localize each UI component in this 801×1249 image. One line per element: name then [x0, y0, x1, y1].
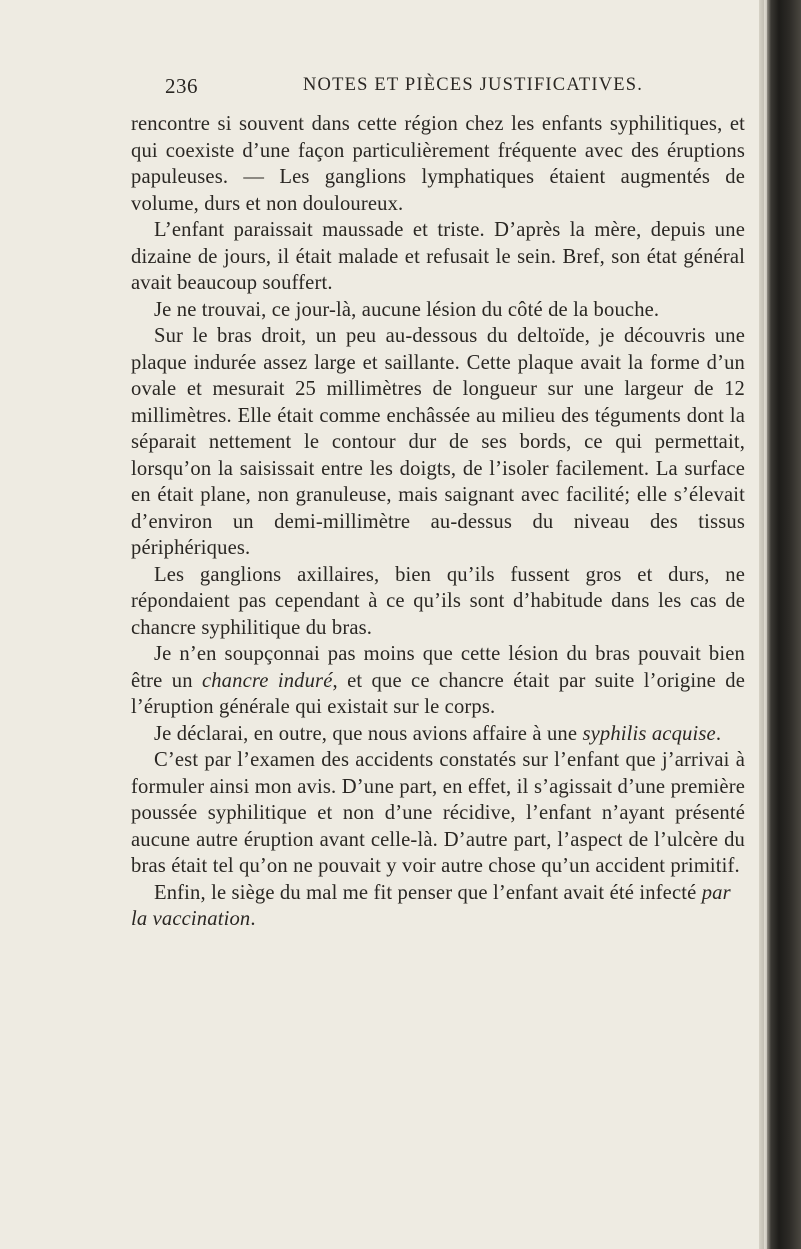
- paragraph-text: , et que ce chancre était par suite l’origine de l’éruption générale qui existait sur le corps.: [131, 669, 746, 718]
- paragraph: [131, 217, 745, 297]
- italic-term: par la vaccination: [131, 881, 731, 930]
- italic-term: chancre induré: [201, 669, 333, 692]
- paragraph-text: Les ganglions axillaires, bien qu’ils fussent gros et durs, ne répondaient pas cependant à ce qu’ils sont d’habitude dans les cas de chancre syphilitique du bras.: [131, 563, 745, 639]
- paragraph-text: rencontre si souvent dans cette région chez les enfants syphilitiques, et qui coexiste d’une façon particulièrement fréquente avec des éruptions papuleuses. — Les ganglions lymphatiques étaient augmentés de volume, durs et non douloureux.: [131, 113, 745, 215]
- paragraph-text: Je ne trouvai, ce jour-là, aucune lésion du côté de la bouche.: [154, 298, 660, 321]
- paragraph-text: .: [715, 722, 722, 745]
- paragraph-text: Je n’en soupçonnai pas moins que cette lésion du bras pouvait bien être un: [131, 643, 745, 692]
- body-text: [131, 111, 745, 933]
- running-head: [165, 74, 735, 104]
- paragraph: [131, 721, 745, 748]
- page-edge-highlight: [764, 0, 767, 1249]
- paragraph-final: [131, 880, 745, 933]
- page-number: 236: [165, 74, 198, 98]
- paragraph: [131, 562, 745, 642]
- paragraph: [131, 641, 745, 721]
- paragraph-text: Sur le bras droit, un peu au-dessous du deltoïde, je découvris une plaque indurée assez large et saillante. Cette plaque avait la forme d’un ovale et mesurait 25 millimètres de longueur sur une largeur de 12 millimètres. Elle était comme enchâssée au milieu des téguments dont la séparait nettement le contour dur de ses bords, ce qui permettait, lorsqu’on la saisissait entre les doigts, de l’isoler facilement. La surface en était plane, non granuleuse, mais saignant avec facilité; elle s’élevait d’environ un demi-millimètre au-dessus du niveau des tissus périphériques.: [131, 325, 745, 559]
- paragraph: [131, 297, 745, 324]
- paragraph-text: L’enfant paraissait maussade et triste. D’après la mère, depuis une dizaine de jours, il était malade et refusait le sein. Bref, son état général avait beaucoup souffert.: [131, 219, 745, 294]
- paragraph-text: Enfin, le siège du mal me fit penser que l’enfant avait été infecté: [154, 881, 702, 904]
- paragraph-text: .: [250, 908, 256, 930]
- paragraph: [131, 747, 745, 880]
- paragraph-continuation: [131, 111, 745, 217]
- running-head-title: NOTES ET PIÈCES JUSTIFICATIVES.: [303, 75, 644, 95]
- paragraph: [131, 323, 745, 562]
- paragraph-text: C’est par l’examen des accidents constatés sur l’enfant que j’arrivai à formuler ainsi mon avis. D’une part, en effet, il s’agissait d’une première poussée syphilitique et non d’une récidive, l’enfant n’ayant présenté aucune autre éruption avant celle-là. D’autre part, l’aspect de l’ulcère du bras était tel qu’on ne pouvait y voir autre chose qu’un accident primitif.: [131, 749, 745, 877]
- italic-term: syphilis acquise: [582, 722, 716, 745]
- paragraph-text: Je déclarai, en outre, que nous avions affaire à une: [154, 722, 583, 745]
